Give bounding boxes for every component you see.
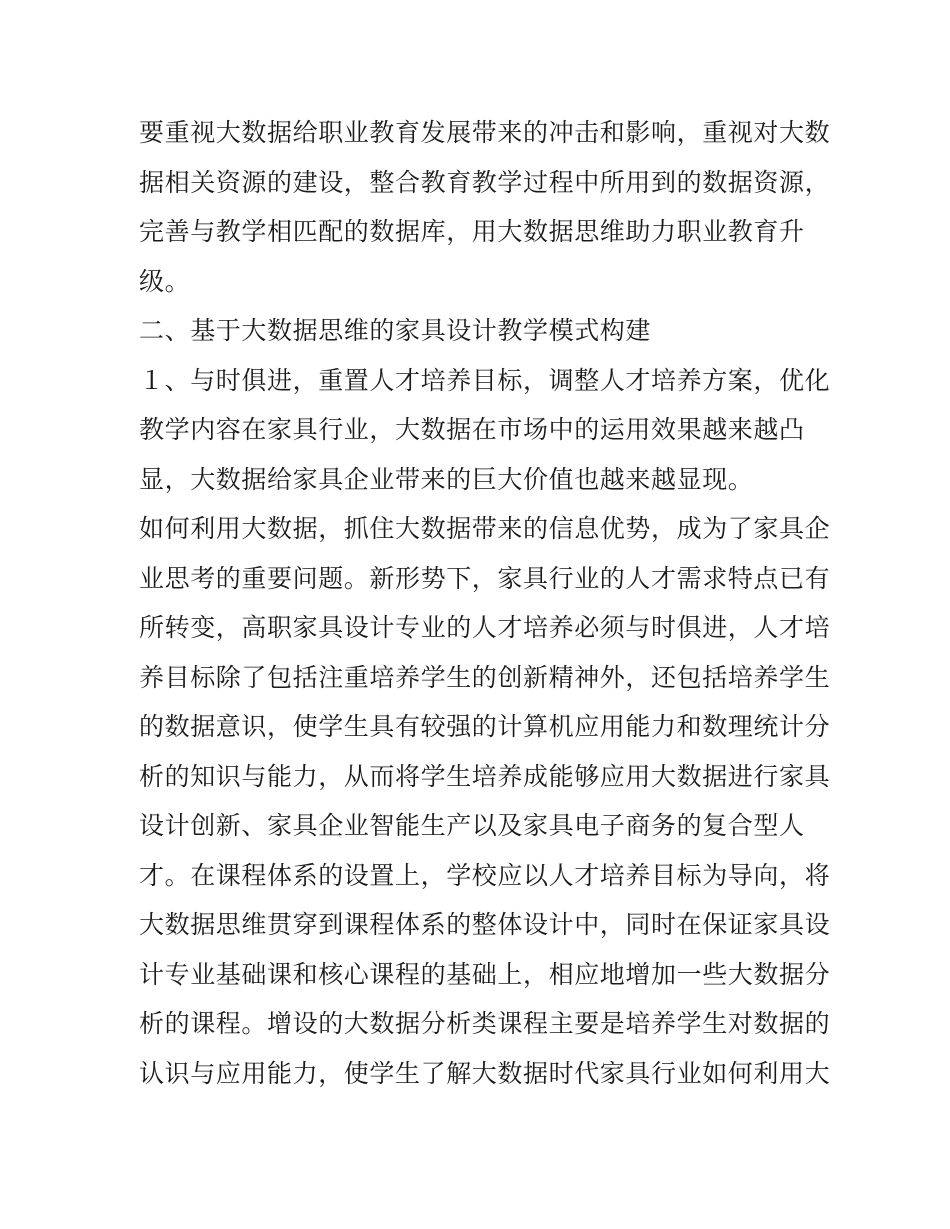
text-line: 计专业基础课和核心课程的基础上，相应地增加一些大数据分 xyxy=(139,959,831,989)
text-line: 如何利用大数据，抓住大数据带来的信息优势，成为了家具企 xyxy=(139,514,831,543)
text-line: 认识与应用能力，使学生了解大数据时代家具行业如何利用大 xyxy=(139,1058,831,1088)
text-line: 析的课程。增设的大数据分析类课程主要是培养学生对数据的 xyxy=(139,1009,831,1038)
text-line: 要重视大数据给职业教育发展带来的冲击和影响，重视对大数 xyxy=(139,118,831,147)
text-line: 所转变，高职家具设计专业的人才培养必须与时俱进，人才培 xyxy=(139,613,831,642)
text-line: 大数据思维贯穿到课程体系的整体设计中，同时在保证家具设 xyxy=(139,910,831,939)
text-line: 级。 xyxy=(139,266,191,296)
text-line: 养目标除了包括注重培养学生的创新精神外，还包括培养学生 xyxy=(139,662,831,692)
text-line: 据相关资源的建设，整合教育教学过程中所用到的数据资源， xyxy=(139,167,831,197)
subsection-heading: １、与时俱进，重置人才培养目标，调整人才培养方案，优化 xyxy=(139,365,831,395)
text-line: 显，大数据给家具企业带来的巨大价值也越来越显现。 xyxy=(139,464,754,494)
section-heading: 二、基于大数据思维的家具设计教学模式构建 xyxy=(139,316,652,345)
text-line: 教学内容在家具行业，大数据在市场中的运用效果越来越凸 xyxy=(139,415,805,444)
text-line: 析的知识与能力，从而将学生培养成能够应用大数据进行家具 xyxy=(139,761,831,791)
text-line: 设计创新、家具企业智能生产以及家具电子商务的复合型人 xyxy=(139,811,805,840)
text-line: 完善与教学相匹配的数据库，用大数据思维助力职业教育升 xyxy=(139,217,805,246)
document-body xyxy=(139,108,831,1098)
text-line: 业思考的重要问题。新形势下，家具行业的人才需求特点已有 xyxy=(139,563,831,593)
text-line: 才。在课程体系的设置上，学校应以人才培养目标为导向，将 xyxy=(139,860,831,890)
text-line: 的数据意识，使学生具有较强的计算机应用能力和数理统计分 xyxy=(139,712,831,741)
